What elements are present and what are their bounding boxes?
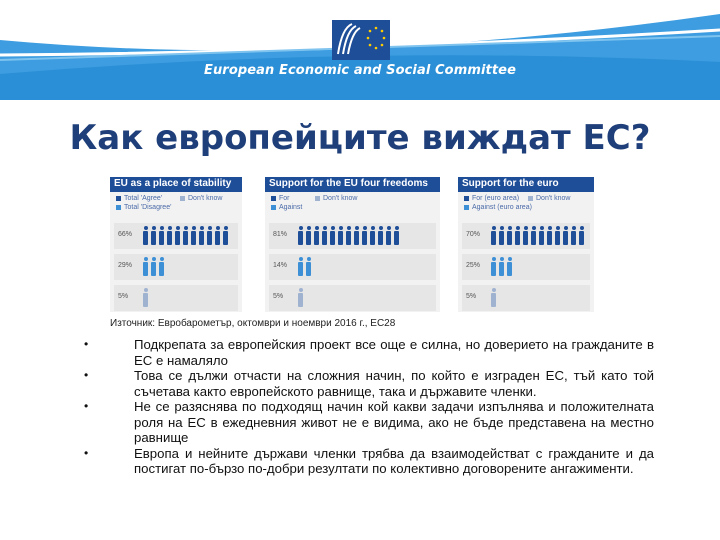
person-icons [297,226,400,246]
person-icon [490,288,497,307]
person-icon [190,226,197,245]
person-icon [150,226,157,245]
person-icon [305,226,312,245]
person-icon [150,257,157,276]
person-icon [522,226,529,245]
person-icon [385,226,392,245]
person-icon [297,226,304,245]
person-icon [313,226,320,245]
stat-row [269,285,436,311]
stat-percent: 25% [466,262,481,269]
legend-entry: For (euro area) [464,194,588,203]
person-icon [554,226,561,245]
person-icon [514,226,521,245]
stat-row [114,223,238,249]
infographic-panel [110,177,242,312]
bullet-text: Не се разяснява по подходящ начин кой какви задачи изпълнява и положителната роля на ЕС в ежедневния живот не е видима, ако не бъде представена на местно равнище [134,399,654,445]
legend-entry: Don't know [528,194,570,203]
person-icon [321,226,328,245]
stat-row [269,254,436,280]
person-icons [142,257,165,277]
stat-percent: 66% [118,231,133,238]
person-icon [329,226,336,245]
person-icon [158,226,165,245]
bullet-text: Това се дължи отчасти на сложния начин, по който е изграден ЕС, тъй като той съчетава както европейското равнище, така и държавите членки. [134,368,654,399]
person-icons [142,288,149,308]
person-icon [206,226,213,245]
bullet-item [84,399,654,446]
person-icon [174,226,181,245]
stat-percent: 5% [118,293,129,300]
source-note: Източник: Евробарометър, октомври и ноември 2016 г., ЕС28 [110,318,396,329]
stat-percent: 5% [466,293,477,300]
person-icon [498,226,505,245]
header-banner [0,0,720,100]
person-icon [377,226,384,245]
person-icon [490,257,497,276]
legend-entry: Don't know [180,194,222,203]
bullet-text: Подкрепата за европейския проект все още е силна, но доверието на гражданите в ЕС е намаляло [134,337,654,368]
bullet-dot: • [84,399,89,413]
person-icon [166,226,173,245]
person-icon [142,288,149,307]
person-icon [506,226,513,245]
stat-percent: 5% [273,293,284,300]
legend-swatch [528,196,533,201]
person-icon [393,226,400,245]
legend-swatch [271,196,276,201]
legend-entry: Don't know [315,194,357,203]
legend-entry: Against [271,203,434,212]
panel-title: Support for the euro [458,177,594,192]
panel-title: EU as a place of stability [110,177,242,192]
person-icons [142,226,229,246]
person-icon [498,257,505,276]
infographic-panel [458,177,594,312]
stat-percent: 29% [118,262,133,269]
person-icon [530,226,537,245]
person-icon [297,257,304,276]
page-title: Как европейците виждат ЕС? [69,118,651,158]
stat-percent: 70% [466,231,481,238]
bullet-dot: • [84,445,89,460]
person-icon [506,257,513,276]
legend-entry: Total 'Disagree' [116,203,236,212]
person-icons [490,288,497,308]
legend-entry: For [271,194,434,203]
legend-swatch [315,196,320,201]
person-icons [297,257,312,277]
person-icon [182,226,189,245]
person-icon [369,226,376,245]
person-icons [490,226,585,246]
bullet-list [84,337,654,477]
person-icon [198,226,205,245]
legend-swatch [464,205,469,210]
bullet-item [84,446,654,477]
bullet-text: Европа и нейните държави членки трябва да взаимодействат с гражданите и да постигат по-бързо по-добри резултати по колективно договорените ангажименти. [134,445,654,476]
person-icon [490,226,497,245]
organization-name: European Economic and Social Committee [203,63,517,78]
stat-row [462,223,590,249]
person-icon [538,226,545,245]
stat-row [462,285,590,311]
person-icon [353,226,360,245]
person-icon [361,226,368,245]
person-icon [142,226,149,245]
person-icons [490,257,513,277]
stat-percent: 81% [273,231,288,238]
stat-percent: 14% [273,262,288,269]
eesc-logo [332,20,390,60]
bullet-dot: • [84,337,89,351]
bullet-dot: • [84,368,89,382]
legend-entry: Against (euro area) [464,203,588,212]
panel-title: Support for the EU four freedoms [265,177,440,192]
person-icon [345,226,352,245]
legend-swatch [116,205,121,210]
legend-swatch [464,196,469,201]
stat-row [269,223,436,249]
legend-swatch [271,205,276,210]
person-icon [578,226,585,245]
person-icon [570,226,577,245]
legend-entry: Total 'Agree' [116,194,236,203]
person-icons [297,288,304,308]
legend-swatch [116,196,121,201]
person-icon [214,226,221,245]
infographic-panel [265,177,440,312]
panel-legend [265,192,440,218]
person-icon [305,257,312,276]
bullet-item [84,368,654,399]
bullet-item [84,337,654,368]
legend-swatch [180,196,185,201]
person-icon [562,226,569,245]
stat-row [114,285,238,311]
person-icon [337,226,344,245]
panel-legend [458,192,594,218]
person-icon [546,226,553,245]
person-icon [297,288,304,307]
person-icon [222,226,229,245]
person-icon [142,257,149,276]
stat-row [114,254,238,280]
person-icon [158,257,165,276]
panel-legend [110,192,242,218]
stat-row [462,254,590,280]
